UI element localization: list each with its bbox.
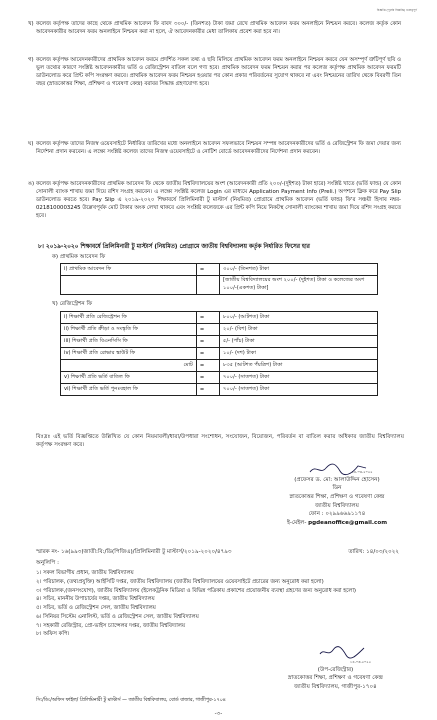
signatory-organization: জাতীয় বিশ্ববিদ্যালয়, গাজীপুর-১৭০৪ xyxy=(294,683,377,690)
table-cell: iv) শিক্ষার্থী প্রতি রোভার স্কাউট ফি xyxy=(61,348,197,360)
table-cell: i) শিক্ষার্থী প্রতি রেজিস্ট্রেশন ফি xyxy=(61,312,197,324)
signatory-email-line xyxy=(252,519,422,528)
table-row xyxy=(61,372,378,384)
table-cell: ৫/- (পাঁচ) টাকা xyxy=(219,336,377,348)
table-cell xyxy=(196,276,219,295)
fee-table-application xyxy=(60,263,378,295)
disclaimer-note: বিঃদ্রঃ এই ভর্তি বিজ্ঞপ্তিতে উল্লিখিত যে কোন নিয়মাবলী/ধারা/উপধারা সংশোধন, সংযোজন, বিয়োজন, পরিবর্তন বা বাতিল করার অধিকার জাতীয় বিশ্ববিদ্যালয় কর্তৃপক্ষ সংরক্ষণ করে। xyxy=(36,434,404,449)
table-row xyxy=(61,264,378,276)
table-cell: i) প্রাথমিক আবেদন ফি xyxy=(61,264,197,276)
list-item: ৫। সচিব, ভর্তি ও রেজিস্ট্রেশন সেল, জাতীয় বিশ্ববিদ্যালয় xyxy=(36,605,156,611)
signatory-title: (উপ-রেজিস্ট্রার) xyxy=(317,666,354,673)
table-row xyxy=(61,384,378,396)
email-label: ই-মেইল- xyxy=(286,519,307,526)
table-cell: = xyxy=(196,264,219,276)
signature-image xyxy=(318,645,366,659)
table-cell: ৮০০/- (আটশত) টাকা xyxy=(219,312,377,324)
paragraph-kha xyxy=(28,20,401,36)
signature-block-dean xyxy=(252,470,422,528)
signature-date: ১৪.০৩.২০২২ xyxy=(351,470,373,474)
fee-table-registration xyxy=(60,311,378,396)
table-row xyxy=(61,276,378,295)
file-footer: সি:/ডি:/অফিস ফাইল/ প্রিলিমিনারী টু মাস্টার্স — জাতীয় বিশ্ববিদ্যালয়, বোর্ড বাজার, গাজীপুর-১৭০৪ xyxy=(36,698,226,703)
table-cell: ৭০০/- (সাতশত) টাকা xyxy=(219,372,377,384)
table-cell: = xyxy=(196,372,219,384)
signatory-department: স্নাতকোত্তর শিক্ষা, প্রশিক্ষণ ও গবেষণা কেন্দ্র xyxy=(289,493,385,500)
paragraph-text: কলেজ কর্তৃপক্ষ তাদের কাছে থেকে প্রাথমিক আবেদন ফি বাবদ ৩০০/- (তিনশত) টাকা জমা রেখে প্রাথমিক আবেদন ফরম অনলাইনে নিশ্চয়ন করবে। কলেজ কর্তৃক কোন আবেদনকারীর আবেদন ফরম অনলাইনে নিশ্চয়ন করা না হলে, ঐ আবেদনকারীর মেধা তালিকায় প্রবেশ করা হবে না। xyxy=(36,21,401,35)
list-item: ৭। সহকারী রেজিস্ট্রার, প্রো-ভাইস চ্যান্সেলর দপ্তর, জাতীয় বিশ্ববিদ্যালয় xyxy=(36,622,186,629)
signatory-title: ডিন xyxy=(332,485,342,492)
table-cell: = xyxy=(196,384,219,396)
paragraph-marker: খ) xyxy=(28,21,34,27)
table-cell: ৭০০/- (সাতশত) টাকা xyxy=(219,384,377,396)
table-cell: = xyxy=(196,360,219,372)
section-ka-heading: ক) প্রাথমিক আবেদন ফি xyxy=(52,254,106,260)
table-row xyxy=(61,348,378,360)
paragraph-marker: ঘ) xyxy=(28,141,34,147)
copy-list xyxy=(36,569,406,639)
paragraph-ga xyxy=(28,56,401,88)
table-row xyxy=(61,324,378,336)
table-row xyxy=(61,312,378,324)
header-ref: বিজ্ঞপ্তি (পূর্বের বিজ্ঞপ্তি) গুরুত্বপূর্ণ xyxy=(376,8,417,12)
table-row xyxy=(61,336,378,348)
table-cell: ১০/- (দশ) টাকা xyxy=(219,348,377,360)
table-cell xyxy=(61,276,197,295)
file-path: সি:/ডি:/অফিস ফাইল/ প্রিলিমিনারী টু মাস্টার্স xyxy=(36,698,121,703)
table-cell: = xyxy=(196,336,219,348)
list-item: ৪। সচিব, মাননীয় উপাচার্যের দপ্তর, জাতীয় বিশ্ববিদ্যালয় xyxy=(36,596,155,603)
signatory-organization: জাতীয় বিশ্ববিদ্যালয় xyxy=(315,502,359,509)
table-cell: মোট xyxy=(61,360,197,372)
paragraph-marker: গ) xyxy=(28,57,34,63)
table-row-total xyxy=(61,360,378,372)
signatory-name: (প্রফেসর ড. মো: আলাউদ্দিন হোসেন) xyxy=(294,476,380,483)
list-item: ৩। পরিচালক,(জনসংযোগ), জাতীয় বিশ্ববিদ্যালয় (ইলেকট্রনিক মিডিয়া ও বিভিন্ন পত্রিকায় প্রকাশের প্রয়োজনীয় ব্যবস্থা গ্রহণের জন্য অনুরোধ করা হলো) xyxy=(36,587,356,594)
table-cell: [জাতীয় বিশ্ববিদ্যালয়ের অংশ ২০০/- (দুইশত) টাকা ও কলেজের অংশ ১০০/-(একশত) টাকা] xyxy=(219,276,377,295)
table-cell: iii) শিক্ষার্থী প্রতি বিএনসিসি ফি xyxy=(61,336,197,348)
memo-date: তারিখ: ১৪/০৩/২০২২ xyxy=(348,549,399,555)
paragraph-uma xyxy=(28,180,401,220)
table-cell: ২০/- (বিশ) টাকা xyxy=(219,324,377,336)
table-cell: ৮৩৫ (আটশত পঁয়ত্রিশ) টাকা xyxy=(219,360,377,372)
paragraph-gha xyxy=(28,140,401,156)
list-item: ৮। অফিস কপি। xyxy=(36,631,70,638)
page-number: -৩- xyxy=(214,711,223,717)
paragraph-text: কলেজ কর্তৃপক্ষ আবেদনকারীদের প্রাথমিক আবেদন ফরমে প্রদর্শিত সকল তথ্য ও ছবি মিলিয়ে প্রাথমিক আবেদন ফরম অনলাইনে নিশ্চয়ন করবে যেন অসম্পূর্ণ ত্রুটিপূর্ণ ছবি ও ভুল তথ্যের কারণে সংশ্লিষ্ট আবেদনকারীর ভর্তি ও রেজিস্ট্রেশন বাতিল বলে গণ্য হবে। প্রাথমিক আবেদন ফরম নিশ্চয়ন করার পর কলেজ কর্তৃপক্ষ প্রাথমিক আবেদন ফরমটি ডাউনলোড করে প্রিন্ট কপি সংরক্ষণ করবে। প্রাথমিক আবেদন ফরম নিশ্চয়ন হওয়ার পর কোন প্রকার পরিবর্তনের সুযোগ থাকবে না এবং নিশ্চয়নের তারিখ থেকে বিবরণী তিন বছর (স্নাতকোত্তর শিক্ষা, প্রশিক্ষণ ও গবেষণা কেন্দ্র) বরাবর সিদ্ধান্ত গ্রহণযোগ্য হবে। xyxy=(36,57,401,87)
paragraph-text: কলেজ কর্তৃপক্ষ তাদের নিজস্ব ওয়েবসাইটে নির্ধারিত তারিখের মধ্যে অনলাইনে আবেদন সফলভাবে নিশ্চয়ন সম্পন্ন আবেদনকারীদের ভর্তি ও রেজিস্ট্রেশন ফি জমা দেয়ার জন্য নির্দেশনা প্রদান করবেন। এ লক্ষ্যে সংশ্লিষ্ট কলেজ তাদের নিজস্ব ওয়েবসাইটে ও নোটিশ বোর্ডে আবেদনকারীদের নির্দেশনা প্রদান করবেন। xyxy=(36,141,401,155)
list-item: ২। পরিচালক, (তথ্যপ্রযুক্তি) আইসিটি দপ্তর, জাতীয় বিশ্ববিদ্যালয় (জাতীয় বিশ্ববিদ্যালয়ের ওয়েবসাইটে প্রচারের জন্য অনুরোধ করা হলো) xyxy=(36,578,324,585)
signatory-phone: ফোন : ০২৯৯৬৬৯১১৭৪ xyxy=(308,511,366,518)
section-kha-heading: খ) রেজিস্ট্রেশন ফি xyxy=(52,301,93,307)
signature-block-deputy-registrar xyxy=(248,660,423,692)
table-cell: = xyxy=(196,348,219,360)
copy-heading: অনুলিপি : xyxy=(36,560,60,566)
footer-address: জাতীয় বিশ্ববিদ্যালয়, বোর্ড বাজার, গাজীপুর-১৭০৪ xyxy=(128,698,226,703)
signatory-department: স্নাতকোত্তর শিক্ষা, প্রশিক্ষণ ও গবেষণা কেন্দ্র xyxy=(288,675,383,682)
list-item: ১। সকল বিভাগীয় প্রধান, জাতীয় বিশ্ববিদ্যালয় xyxy=(36,570,134,576)
table-cell: ৩০০/- (তিনশত) টাকা xyxy=(219,264,377,276)
list-item: ৬। সিনিয়র সিস্টেম এনালিস্ট, ভর্তি ও রেজিস্ট্রেশন সেল, জাতীয় বিশ্ববিদ্যালয় xyxy=(36,613,199,620)
table-cell: vi) শিক্ষার্থী প্রতি ভর্তি পুনঃবহাল ফি xyxy=(61,384,197,396)
table-cell: v) শিক্ষার্থী প্রতি ভর্তি বাতিল ফি xyxy=(61,372,197,384)
signature-date: ১৪.০৩.২০২২ xyxy=(350,660,371,664)
table-cell: = xyxy=(196,312,219,324)
paragraph-marker: ঙ) xyxy=(28,181,35,187)
email-link[interactable]: pgdeanoffice@gmail.com xyxy=(308,519,388,526)
table-cell: = xyxy=(196,324,219,336)
memo-reference: স্মারক নং- ১৬(৯৯৩)জাতী:বি:/ডি(পিজিএ)/প্রিলিমিনারী টু মাস্টার্স/২০১৯-২০২০/৪৭৯৩ xyxy=(36,549,232,555)
paragraph-text: কলেজ কর্তৃপক্ষ আবেদনকারীদের প্রাথমিক আবেদন ফি থেকে জাতীয় বিশ্ববিদ্যালয়ের অংশ (আবেদনকারী প্রতি ২০০/-(দুইশত) টাকা হারে) সংশ্লিষ্ট খাতে (ভর্তি ফান্ড) যে কোন সোনালী ব্যাংক শাখায় জমা দিয়ে রশিদ সংগ্রহ করবেন। এ লক্ষ্যে সংশ্লিষ্ট কলেজ Login এর মাধ্যমে Application Payment Info (Preli.) অপশনে ক্লিক করে Pay Slip ডাউনলোড করতে হবে। Pay Slip এ ২০১৯-২০২০ শিক্ষাবর্ষে প্রিলিমিনারী টু মাস্টার্স (নিয়মিত) প্রোগ্রামে প্রাথমিক আবেদন (ভর্তি ফান্ড) ফি'র সঞ্চয়ী হিসাব নম্বর- 0218100003245 উল্লেখপূর্বক মোট টাকার অংক লেখা থাকবে এবং সংশ্লিষ্ট কলেজকে এর প্রিন্ট কপি নিয়ে নিকটস্থ সোনালী ব্যাংকের শাখায় জমা দিয়ে রশিদ সংগ্রহ করতে হবে। xyxy=(36,181,401,219)
table-cell: ii) শিক্ষার্থী প্রতি ক্রীড়া ও সংস্কৃতি ফি xyxy=(61,324,197,336)
section-8-title: ৮। ২০১৯-২০২০ শিক্ষাবর্ষে প্রিলিমিনারী টু মাস্টার্স (নিয়মিত) প্রোগ্রামে জাতীয় বিশ্ববিদ্যালয় কর্তৃক নির্ধারিত ফিসের হার xyxy=(38,244,310,250)
